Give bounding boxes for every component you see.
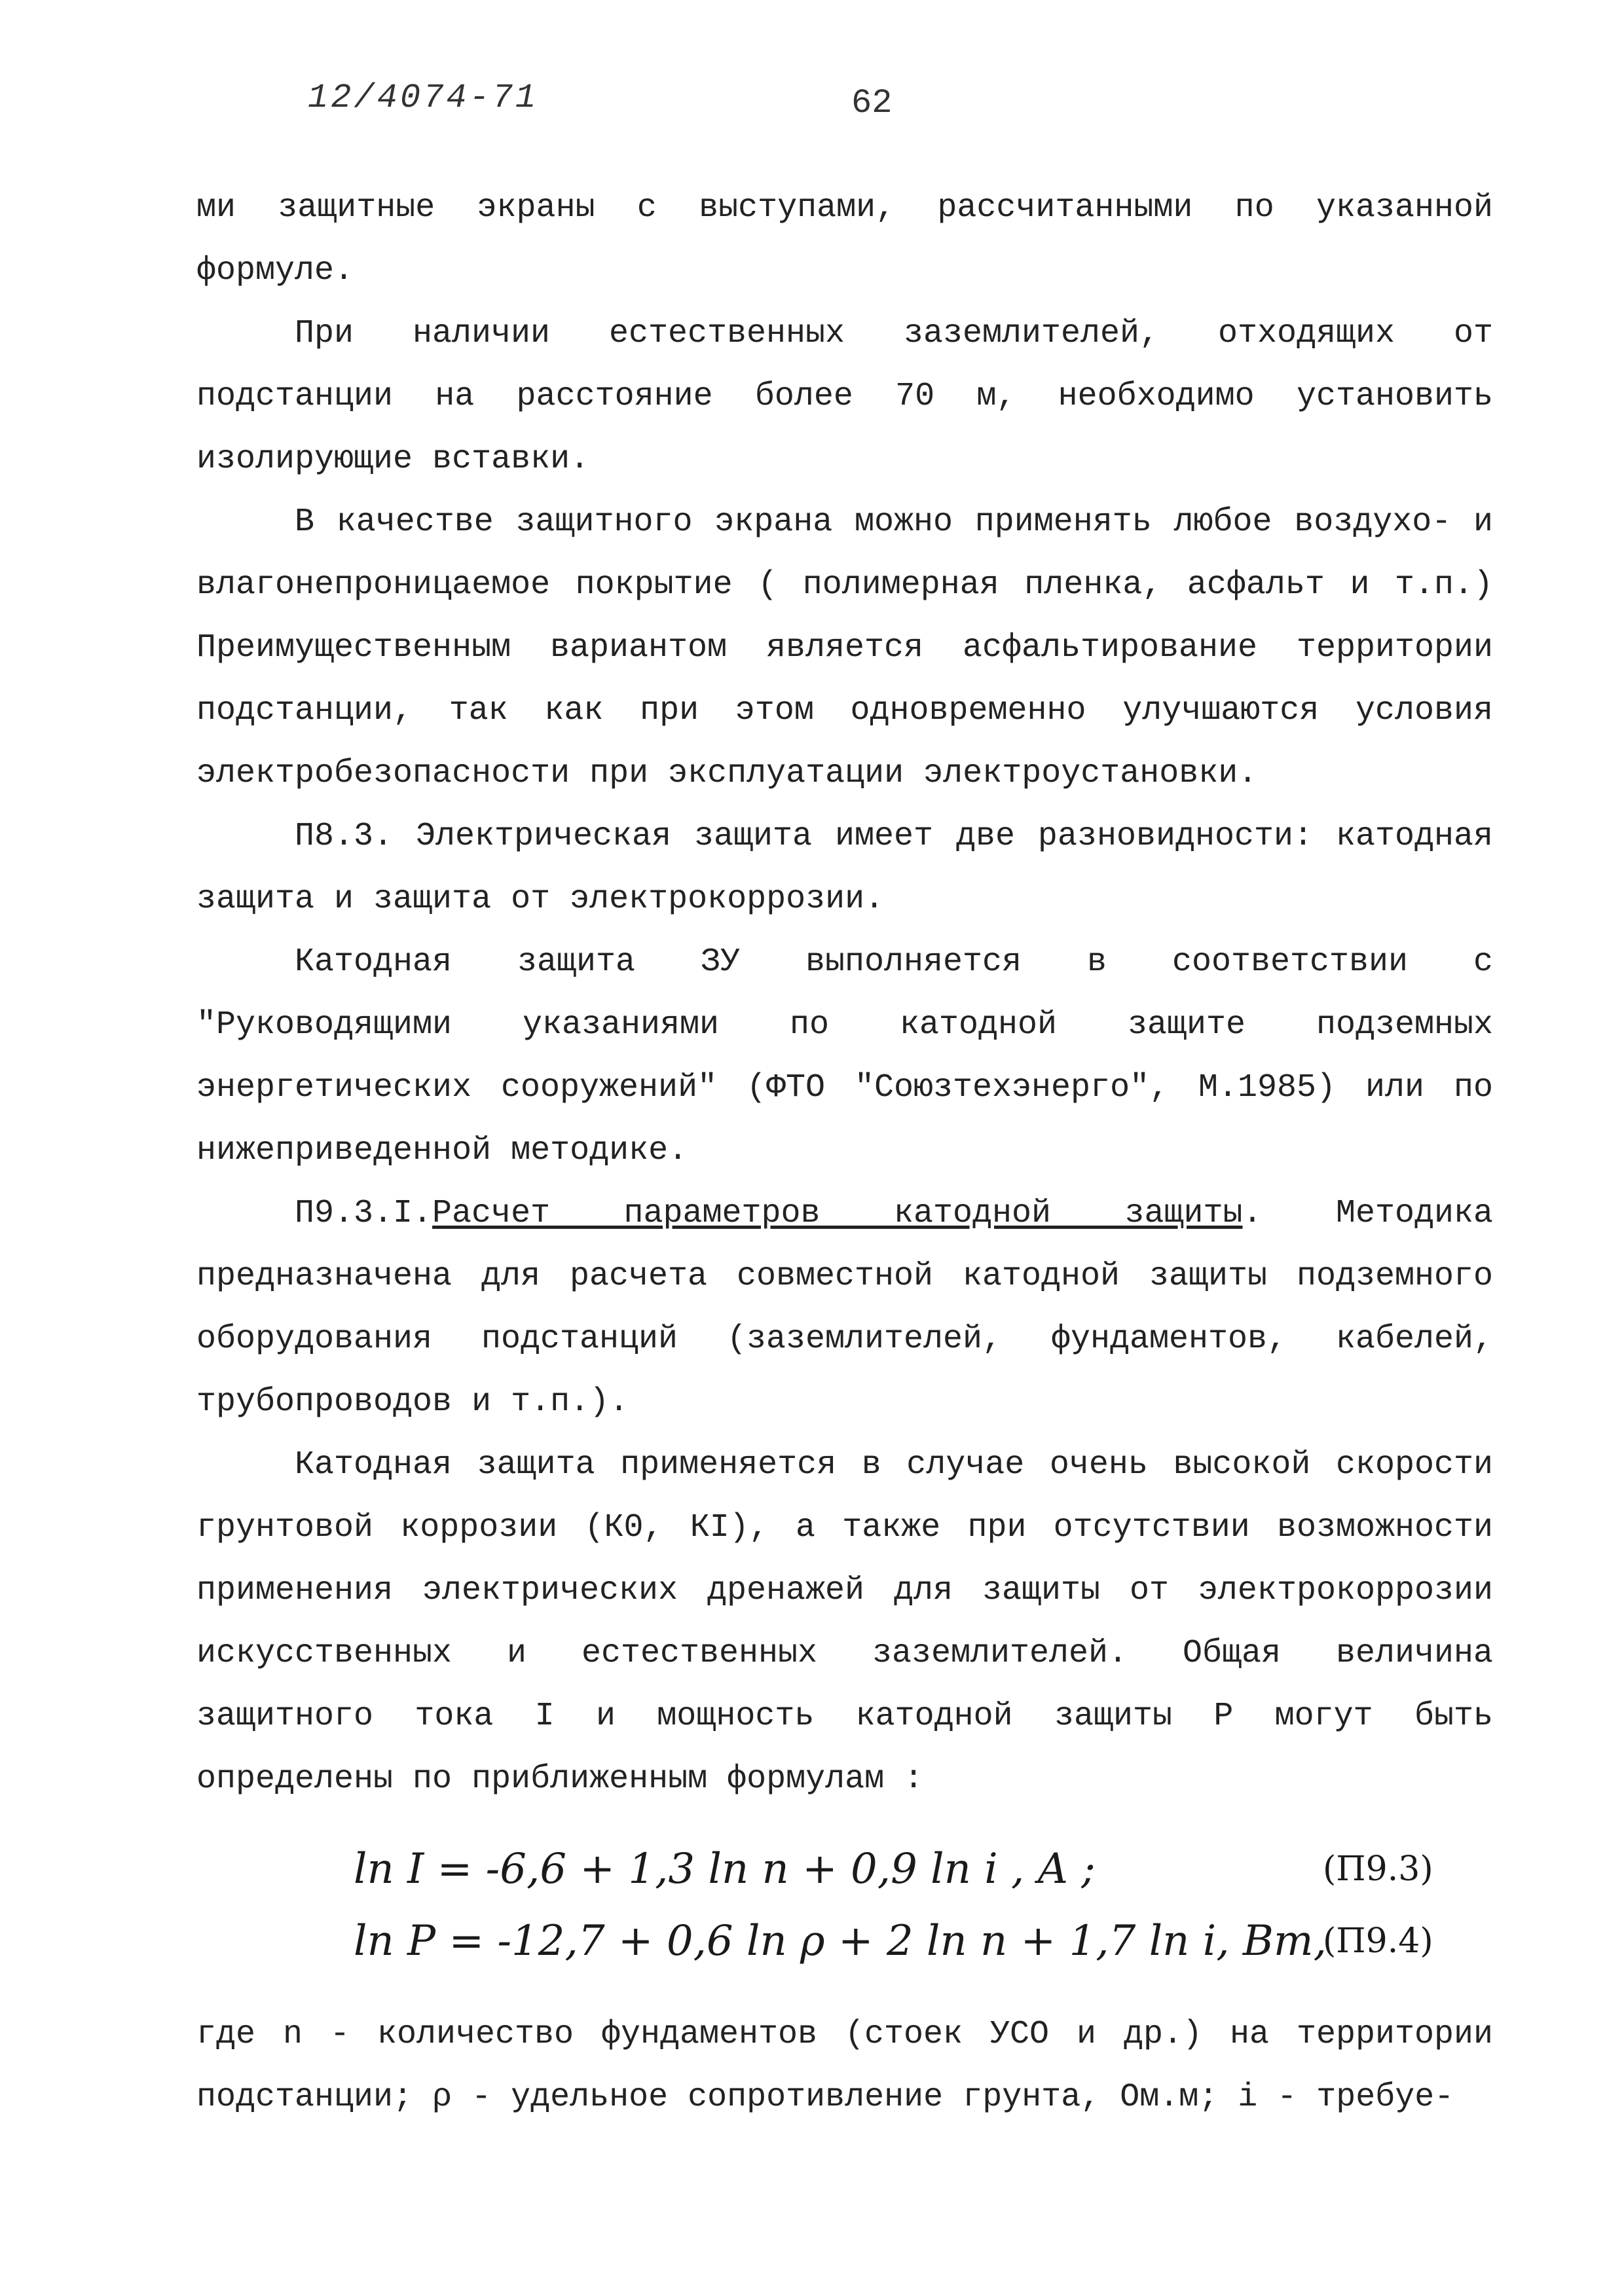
formula-number: (П9.4) <box>1323 1922 1433 1961</box>
document-code: 12/4074-71 <box>308 79 539 117</box>
body-text <box>196 177 1493 1811</box>
formula-row <box>196 1905 1493 1977</box>
paragraph-cathodic-guidelines: Катодная защита ЗУ выполняется в соответствии с "Руководящими указаниями по катодной защите подземных энергетических сооружений" (ФТО "Союзтехэнерго", М.1985) или по нижеприведенной методике. <box>196 943 1493 1169</box>
paragraph-protective-screen: В качестве защитного экрана можно применять любое воздухо- и влагонепроницаемое покрытие ( полимерная пленка, асфальт и т.п.) Преимущественным вариантом является асфальтирование территории подстанции, так как при этом одновременно улучшаются условия электробезопасности при эксплуатации электроустановки. <box>196 503 1493 792</box>
section-title: Расчет параметров катодной защиты <box>432 1195 1243 1232</box>
paragraph-where: где n - количество фундаментов (стоек УСО и др.) на территории подстанции; ρ - удельное сопротивление грунта, Ом.м; i - требуе- <box>196 2016 1493 2116</box>
section-text: . Методика предназначена для расчета совместной катодной защиты подземного оборудования подстанций (заземлителей, фундаментов, кабелей, трубопроводов и т.п.). <box>196 1195 1493 1421</box>
paragraph-cathodic-application: Катодная защита применяется в случае очень высокой скорости грунтовой коррозии (К0, КI), а также при отсутствии возможности применения электрических дренажей для защиты от электрокоррозии искусственных и естественных заземлителей. Общая величина защитного тока I и мощность катодной защиты P могут быть определены по приближенным формулам : <box>196 1446 1493 1798</box>
paragraph-electric-protection: П8.3. Электрическая защита имеет две разновидности: катодная защита и защита от электрокоррозии. <box>196 818 1493 918</box>
paragraph-section-p9-3-1 <box>196 1182 1493 1434</box>
paragraph-continuation: ми защитные экраны с выступами, рассчитанными по указанной формуле. <box>196 189 1493 289</box>
formula-number: (П9.3) <box>1323 1850 1433 1889</box>
formula-current: ln I = -6,6 + 1,3 ln n + 0,9 ln i , A ; <box>354 1845 1096 1893</box>
formula-explanation <box>196 2003 1493 2129</box>
formula-block <box>196 1833 1493 1977</box>
page-number: 62 <box>851 84 893 122</box>
paragraph-natural-grounding: При наличии естественных заземлителей, отходящих от подстанции на расстояние более 70 м, необходимо установить изолирующие вставки. <box>196 315 1493 478</box>
formula-row <box>196 1833 1493 1905</box>
section-number: П9.3.I. <box>295 1195 433 1232</box>
formula-power: ln P = -12,7 + 0,6 ln ρ + 2 ln n + 1,7 ln i, Вт, <box>354 1917 1327 1965</box>
